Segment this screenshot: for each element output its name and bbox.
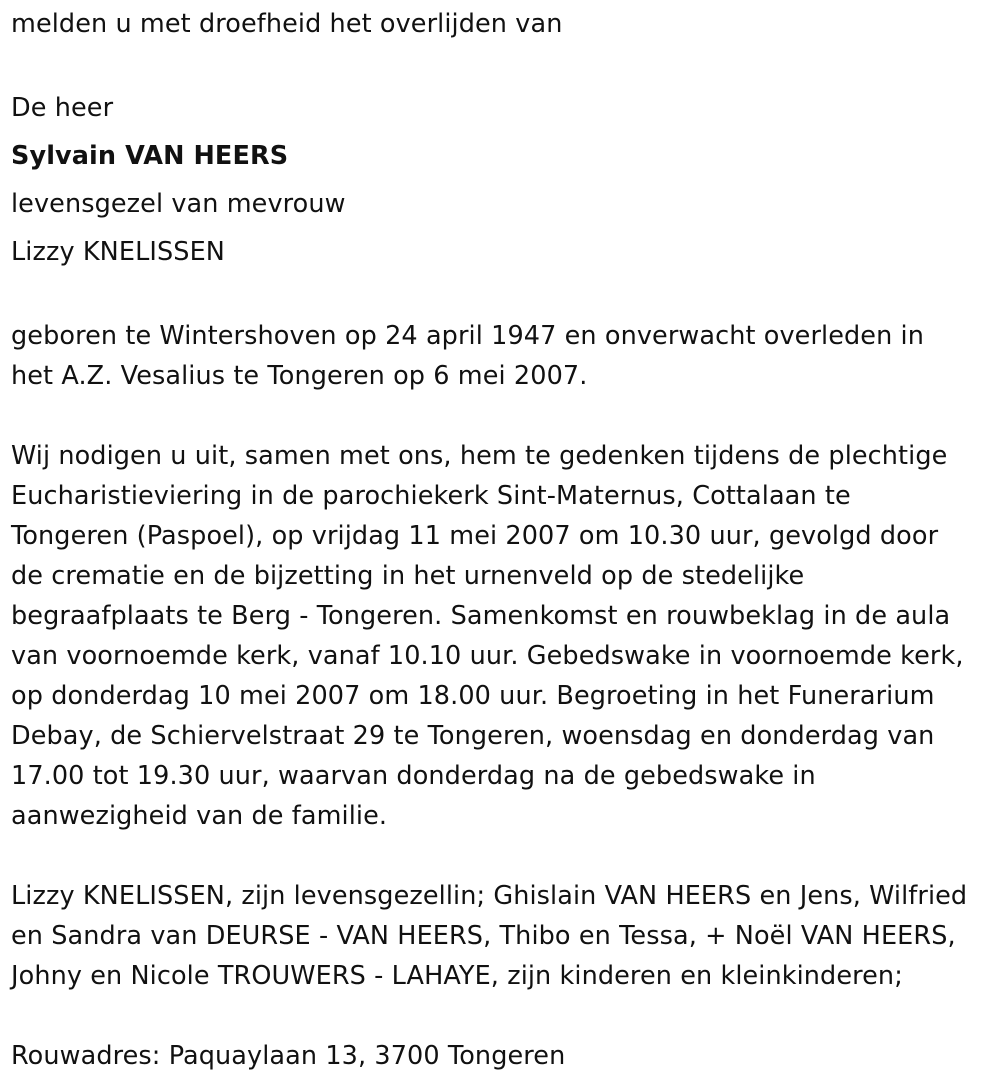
- paragraph-line: het A.Z. Vesalius te Tongeren op 6 mei 2007.: [11, 361, 588, 391]
- paragraph-line: Wij nodigen u uit, samen met ons, hem te gedenken tijdens de plechtige: [11, 441, 948, 471]
- title-line: De heer: [11, 93, 114, 123]
- spacer: [11, 276, 991, 316]
- partner-name: Lizzy KNELISSEN: [11, 237, 225, 267]
- relation-text: levensgezel van mevrouw: [11, 189, 346, 219]
- paragraph-line: aanwezigheid van de familie.: [11, 801, 388, 831]
- paragraph-line: geboren te Wintershoven op 24 april 1947 en onverwacht overleden in: [11, 321, 924, 351]
- paragraph-line: Debay, de Schiervelstraat 29 te Tongeren, woensdag en donderdag van: [11, 721, 935, 751]
- paragraph-line: op donderdag 10 mei 2007 om 18.00 uur. Begroeting in het Funerarium: [11, 681, 935, 711]
- paragraph-line: Eucharistieviering in de parochiekerk Sint-Maternus, Cottalaan te: [11, 481, 851, 511]
- mourning-address: Rouwadres: Paquaylaan 13, 3700 Tongeren: [11, 1041, 566, 1071]
- spacer: [11, 836, 991, 876]
- service-paragraph: [11, 436, 991, 836]
- paragraph-line: Tongeren (Paspoel), op vrijdag 11 mei 2007 om 10.30 uur, gevolgd door: [11, 521, 939, 551]
- death-notice: [11, 4, 991, 1076]
- intro-text: melden u met droefheid het overlijden van: [11, 9, 563, 39]
- birth-death-paragraph: [11, 316, 991, 396]
- spacer: [11, 396, 991, 436]
- paragraph-line: Lizzy KNELISSEN, zijn levensgezellin; Ghislain VAN HEERS en Jens, Wilfried: [11, 881, 968, 911]
- family-paragraph: [11, 876, 991, 996]
- paragraph-line: Johny en Nicole TROUWERS - LAHAYE, zijn kinderen en kleinkinderen;: [11, 961, 903, 991]
- paragraph-line: de crematie en de bijzetting in het urnenveld op de stedelijke: [11, 561, 805, 591]
- paragraph-line: en Sandra van DEURSE - VAN HEERS, Thibo en Tessa, + Noël VAN HEERS,: [11, 921, 956, 951]
- paragraph-line: 17.00 tot 19.30 uur, waarvan donderdag na de gebedswake in: [11, 761, 816, 791]
- paragraph-line: van voornoemde kerk, vanaf 10.10 uur. Gebedswake in voornoemde kerk,: [11, 641, 964, 671]
- spacer: [11, 996, 991, 1036]
- deceased-name: Sylvain VAN HEERS: [11, 141, 289, 171]
- paragraph-line: begraafplaats te Berg - Tongeren. Samenkomst en rouwbeklag in de aula: [11, 601, 951, 631]
- spacer: [11, 44, 991, 84]
